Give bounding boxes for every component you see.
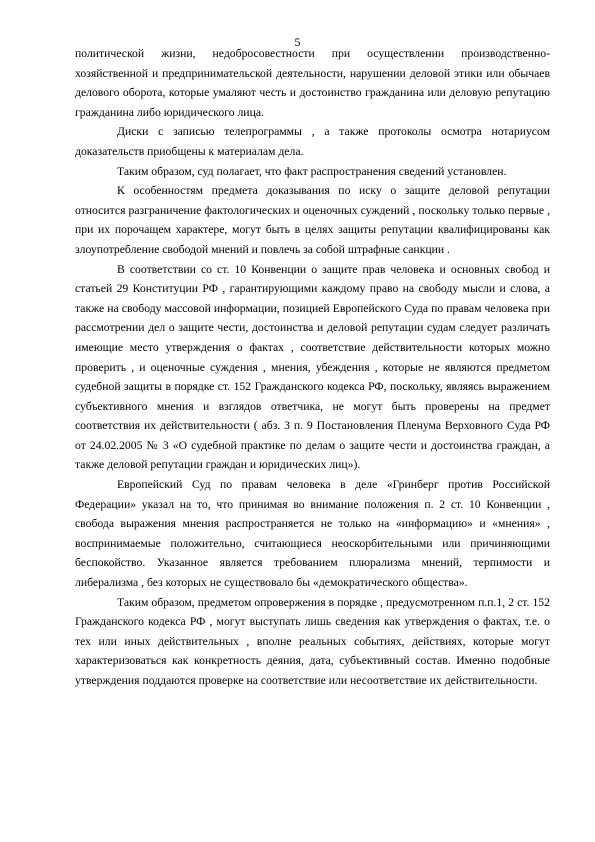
document-body <box>75 44 550 691</box>
paragraph-proof-subject: К особенностям предмета доказывания по иску о защите деловой репутации относится разграничение фактологических и оценочных суждений , поскольку только первые , при их порочащем характере, могут быть в целях защиты репутации квалифицированы как злоупотребление свободой мнений и повлечь за собой штрафные санкции . <box>75 184 550 256</box>
paragraph-convention-article: В соответствии со ст. 10 Конвенции о защите прав человека и основных свобод и статьей 29 Конституции РФ , гарантирующими каждому право на свободу мысли и слова, а также на свободу массовой информации, позицией Европейского Суда по правам человека при рассмотрении дел о защите чести, достоинства и деловой репутации судам следует различать имеющие место утверждения о фактах , соответствие действительности которых можно проверить , и оценочные суждения , мнения, убеждения , которые не являются предметом судебной защиты в порядке ст. 152 Гражданского кодекса РФ, поскольку, являясь выражением субъективного мнения и взглядов ответчика, не могут быть проверены на предмет соответствия их действительности ( абз. 3 п. 9 Постановления Пленума Верховного Суда РФ от 24.02.2005 № 3 «О судебной практике по делам о защите чести и достоинства граждан, а также деловой репутации граждан и юридических лиц»). <box>75 262 550 472</box>
page-number: 5 <box>294 35 301 49</box>
paragraph-continuation: политической жизни, недобросовестности при осуществлении производственно-хозяйственной и предпринимательской деятельности, нарушении деловой этики или обычаев делового оборота, которые умаляют честь и достоинство гражданина или деловую репутацию гражданина либо юридического лица. <box>75 47 550 119</box>
paragraph-fact-established: Таким образом, суд полагает, что факт распространения сведений установлен. <box>117 164 507 178</box>
paragraph-refutation-subject: Таким образом, предметом опровержения в порядке , предусмотренном п.п.1, 2 ст. 152 Гражданского кодекса РФ , могут выступать лишь сведения как утверждения о фактах, т.е. о тех или иных действительных , вполне реальных событиях, действиях, которые могут характеризоваться как конкретность деяния, дата, субъективный состав. Именно подобные утверждения поддаются проверке на соответствие или несоответствие их действительности. <box>75 595 550 687</box>
paragraph-echr-grinberg: Европейский Суд по правам человека в деле «Гринберг против Российской Федерации» указал на то, что принимая во внимание положения п. 2 ст. 10 Конвенции , свобода выражения мнения распространяется не только на «информацию» и «мнения» , воспринимаемые положительно, считающиеся неоскорбительными или причиняющими беспокойство. Указанное является требованием плюрализма мнений, терпимости и либерализма , без которых не существовало бы «демократического общества». <box>75 478 550 590</box>
paragraph-disks-evidence: Диски с записью телепрограммы , а также протоколы осмотра нотариусом доказательств приобщены к материалам дела. <box>75 125 550 158</box>
